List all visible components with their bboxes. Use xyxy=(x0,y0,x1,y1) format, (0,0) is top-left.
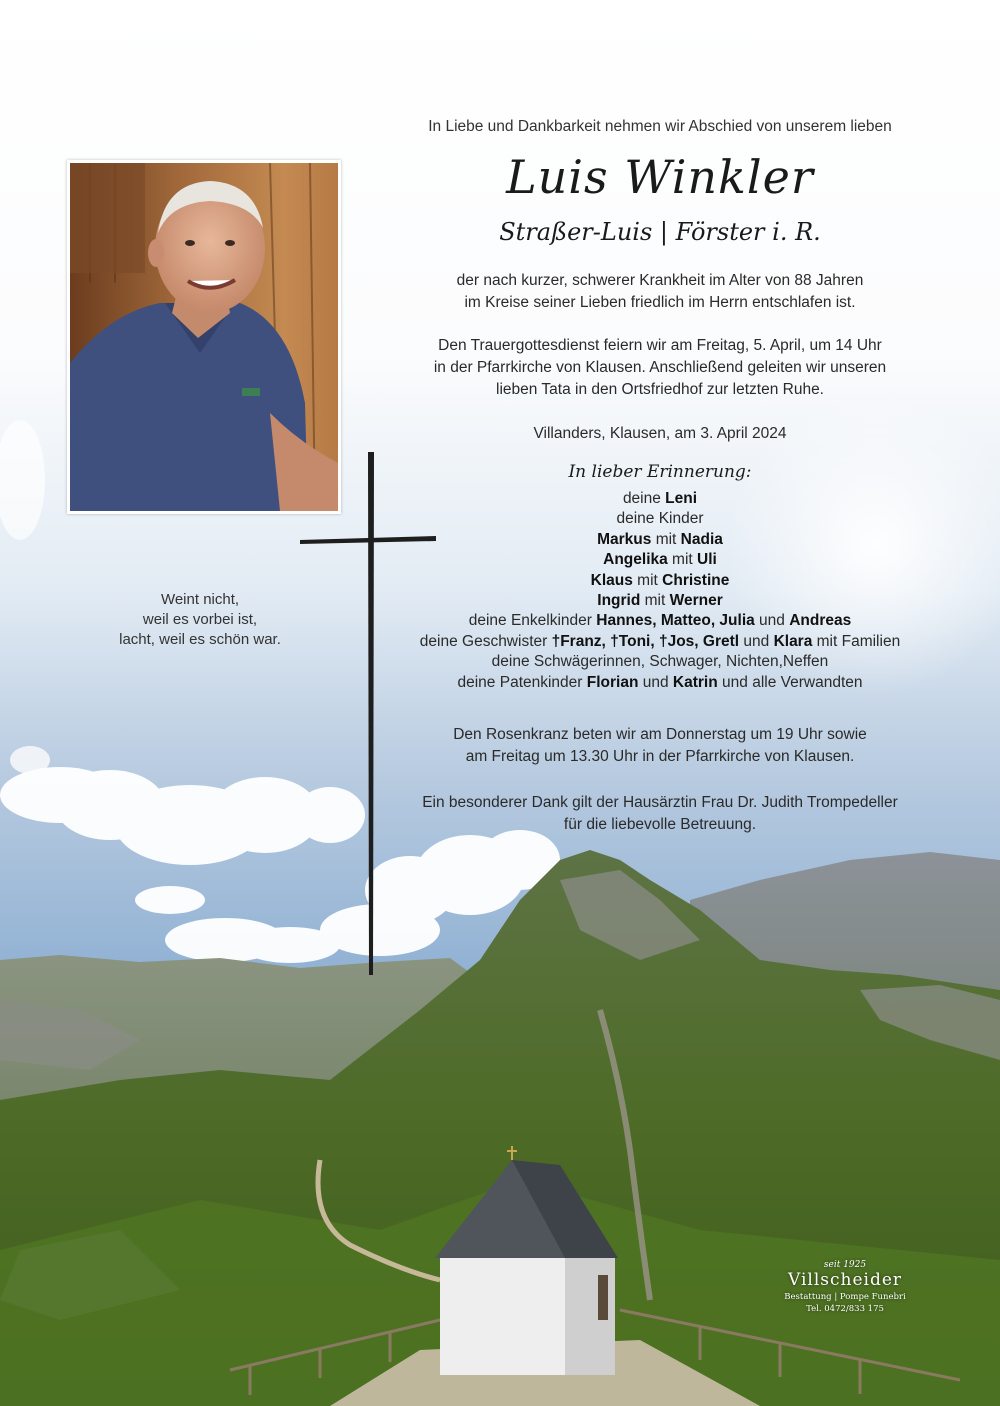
mourner-name: †Franz, †Toni, †Jos, Gretl xyxy=(551,632,740,650)
mourner-text: mit Familien xyxy=(812,632,901,650)
portrait-photo xyxy=(67,160,341,514)
mourner-name: Katrin xyxy=(672,673,718,691)
mourner-line xyxy=(400,571,920,591)
memory-heading: In lieber Erinnerung: xyxy=(568,462,752,482)
mourner-line xyxy=(400,673,920,693)
thanks-paragraph xyxy=(400,792,920,836)
mourner-name: Florian xyxy=(586,673,639,691)
mourner-line xyxy=(400,509,920,529)
deceased-name: Luis Winkler xyxy=(506,150,814,204)
mourner-text: deine Enkelkinder xyxy=(468,612,597,630)
mourner-line xyxy=(400,489,920,509)
intro-line: In Liebe und Dankbarkeit nehmen wir Abschied von unserem lieben xyxy=(428,118,892,135)
text-line: der nach kurzer, schwerer Krankheit im Alter von 88 Jahren xyxy=(456,272,864,289)
logo-phone: Tel. 0472/833 175 xyxy=(806,1304,884,1314)
logo-subtitle: Bestattung | Pompe Funebri xyxy=(784,1292,906,1302)
mourner-name: Christine xyxy=(662,571,730,589)
mourner-name: Ingrid xyxy=(597,592,641,610)
text-line: lieben Tata in den Ortsfriedhof zur letzten Ruhe. xyxy=(496,381,824,398)
mourner-line xyxy=(400,632,920,652)
text-line: Ein besonderer Dank gilt der Hausärztin Frau Dr. Judith Trompedeller xyxy=(422,794,898,811)
mourner-line xyxy=(400,591,920,611)
mourner-text: deine Schwägerinnen, Schwager, Nichten,Neffen xyxy=(491,653,829,671)
mourner-name: Leni xyxy=(665,490,698,507)
mourner-line xyxy=(400,530,920,550)
mourner-name: Hannes, Matteo, Julia xyxy=(596,612,755,630)
mourner-text: und xyxy=(754,612,790,630)
deceased-subtitle: Straßer-Luis | Förster i. R. xyxy=(499,218,821,246)
passing-paragraph xyxy=(400,270,920,314)
mourner-text: mit xyxy=(632,571,663,589)
mourner-line xyxy=(400,550,920,570)
mourner-text: mit xyxy=(667,551,698,569)
text-line: im Kreise seiner Lieben friedlich im Herrn entschlafen ist. xyxy=(464,294,856,311)
mourner-name: Klaus xyxy=(590,571,633,589)
quote-line: lacht, weil es schön war. xyxy=(119,631,281,648)
mourners-list xyxy=(400,489,920,693)
mourner-text: mit xyxy=(651,530,681,548)
mourner-name: Klara xyxy=(773,632,813,650)
logo-brand: Villscheider xyxy=(787,1270,903,1290)
memorial-quote xyxy=(100,590,300,650)
mourner-name: Markus xyxy=(597,530,652,548)
mourner-name: Andreas xyxy=(789,612,852,630)
mourner-text: deine Geschwister xyxy=(419,632,552,650)
service-paragraph xyxy=(400,335,920,401)
mourner-text: und xyxy=(739,632,774,650)
quote-line: Weint nicht, xyxy=(160,591,240,608)
mourner-text: mit xyxy=(640,592,670,610)
mourner-line xyxy=(400,611,920,631)
mourner-text: deine xyxy=(622,490,666,507)
quote-line: weil es vorbei ist, xyxy=(142,611,258,628)
logo-since: seit 1925 xyxy=(823,1260,867,1270)
mourner-text: deine Kinder xyxy=(616,510,704,528)
funeral-home-logo xyxy=(760,1260,930,1314)
mourner-text: und alle Verwandten xyxy=(717,673,863,691)
mourner-name: Werner xyxy=(669,592,723,610)
rosary-paragraph xyxy=(400,724,920,768)
mourner-name: Angelika xyxy=(603,551,668,569)
mourner-line xyxy=(400,652,920,672)
place-date: Villanders, Klausen, am 3. April 2024 xyxy=(533,425,787,442)
text-line: in der Pfarrkirche von Klausen. Anschließend geleiten wir unseren xyxy=(433,359,887,376)
mourner-text: und xyxy=(638,673,673,691)
mourner-name: Uli xyxy=(697,551,717,569)
mourner-name: Nadia xyxy=(680,530,723,548)
text-line: Den Rosenkranz beten wir am Donnerstag um 19 Uhr sowie xyxy=(453,726,867,743)
text-line: Den Trauergottesdienst feiern wir am Freitag, 5. April, um 14 Uhr xyxy=(438,337,882,354)
text-line: für die liebevolle Betreuung. xyxy=(563,816,757,833)
mourner-text: deine Patenkinder xyxy=(457,673,587,691)
text-line: am Freitag um 13.30 Uhr in der Pfarrkirche von Klausen. xyxy=(465,748,855,765)
